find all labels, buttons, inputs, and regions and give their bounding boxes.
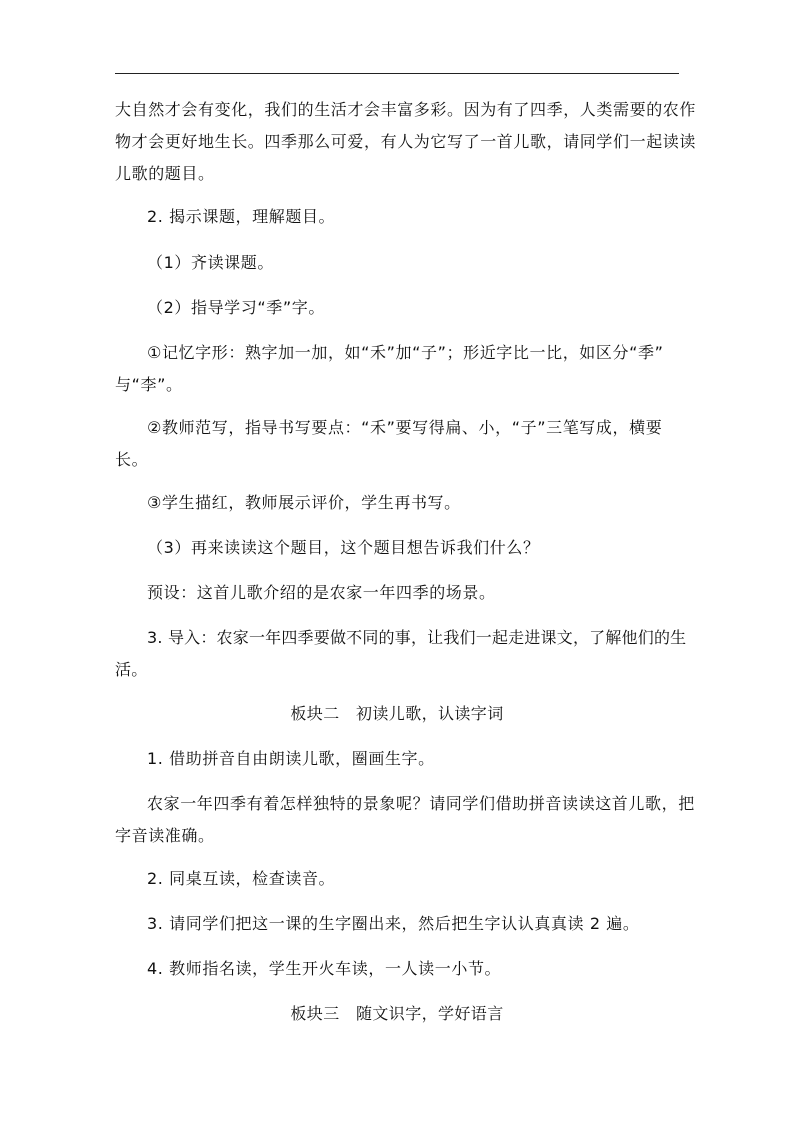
header-rule (115, 73, 679, 74)
paragraph-intro (115, 94, 697, 190)
substep-learn-character (147, 292, 681, 324)
text-line: 3. 导入：农家一年四季要做不同的事，让我们一起走进课文，了解他们的生 (147, 628, 687, 647)
substep-reread-title (147, 532, 681, 564)
point-student-trace (147, 487, 681, 519)
text-line: 2. 揭示课题，理解题目。 (147, 207, 336, 226)
text-line: ③学生描红，教师展示评价，学生再书写。 (147, 493, 461, 512)
step-train-reading (147, 953, 681, 985)
preset-answer (147, 577, 681, 609)
substep-read-title (147, 247, 681, 279)
text-line: 物才会更好地生长。四季那么可爱，有人为它写了一首儿歌，请同学们一起读读 (115, 132, 697, 151)
text-line: 字音读准确。 (115, 826, 215, 845)
step-reveal-title (147, 201, 681, 233)
text-line: （3）再来读读这个题目，这个题目想告诉我们什么？ (147, 538, 540, 557)
text-line: 农家一年四季有着怎样独特的景象呢？请同学们借助拼音读读这首儿歌，把 (147, 794, 695, 813)
text-line: 长。 (115, 450, 149, 469)
text-line: 大自然才会有变化，我们的生活才会丰富多彩。因为有了四季，人类需要的农作 (115, 100, 697, 119)
step-peer-reading (147, 863, 681, 895)
text-line: 1. 借助拼音自由朗读儿歌，圈画生字。 (147, 749, 435, 768)
point-memorize-shape (115, 337, 681, 401)
text-line: 3. 请同学们把这一课的生字圈出来，然后把生字认认真真读 2 遍。 (147, 914, 640, 933)
text-line: 板块三 随文识字，学好语言 (290, 1004, 504, 1023)
text-line: 活。 (115, 660, 148, 679)
text-line: （2）指导学习“季”字。 (147, 298, 325, 317)
section-heading-block-two (115, 698, 679, 730)
section-heading-block-three (115, 998, 679, 1030)
step-circle-characters (147, 908, 681, 940)
text-line: 板块二 初读儿歌，认读字词 (290, 704, 504, 723)
text-line: 2. 同桌互读，检查读音。 (147, 869, 336, 888)
point-teacher-demo (115, 412, 681, 476)
text-line: 4. 教师指名读，学生开火车读，一人读一小节。 (147, 959, 502, 978)
text-line: ①记忆字形：熟字加一加，如“禾”加“子”；形近字比一比，如区分“季” (147, 343, 664, 362)
step-free-reading (147, 743, 681, 775)
step-introduction (115, 622, 687, 686)
text-line: 与“李”。 (115, 375, 183, 394)
text-line: （1）齐读课题。 (147, 253, 274, 272)
text-line: 儿歌的题目。 (115, 164, 215, 183)
paragraph-reading-prompt (115, 788, 695, 852)
text-line: 预设：这首儿歌介绍的是农家一年四季的场景。 (147, 583, 496, 602)
text-line: ②教师范写，指导书写要点：“禾”要写得扁、小，“子”三笔写成，横要 (147, 418, 663, 437)
